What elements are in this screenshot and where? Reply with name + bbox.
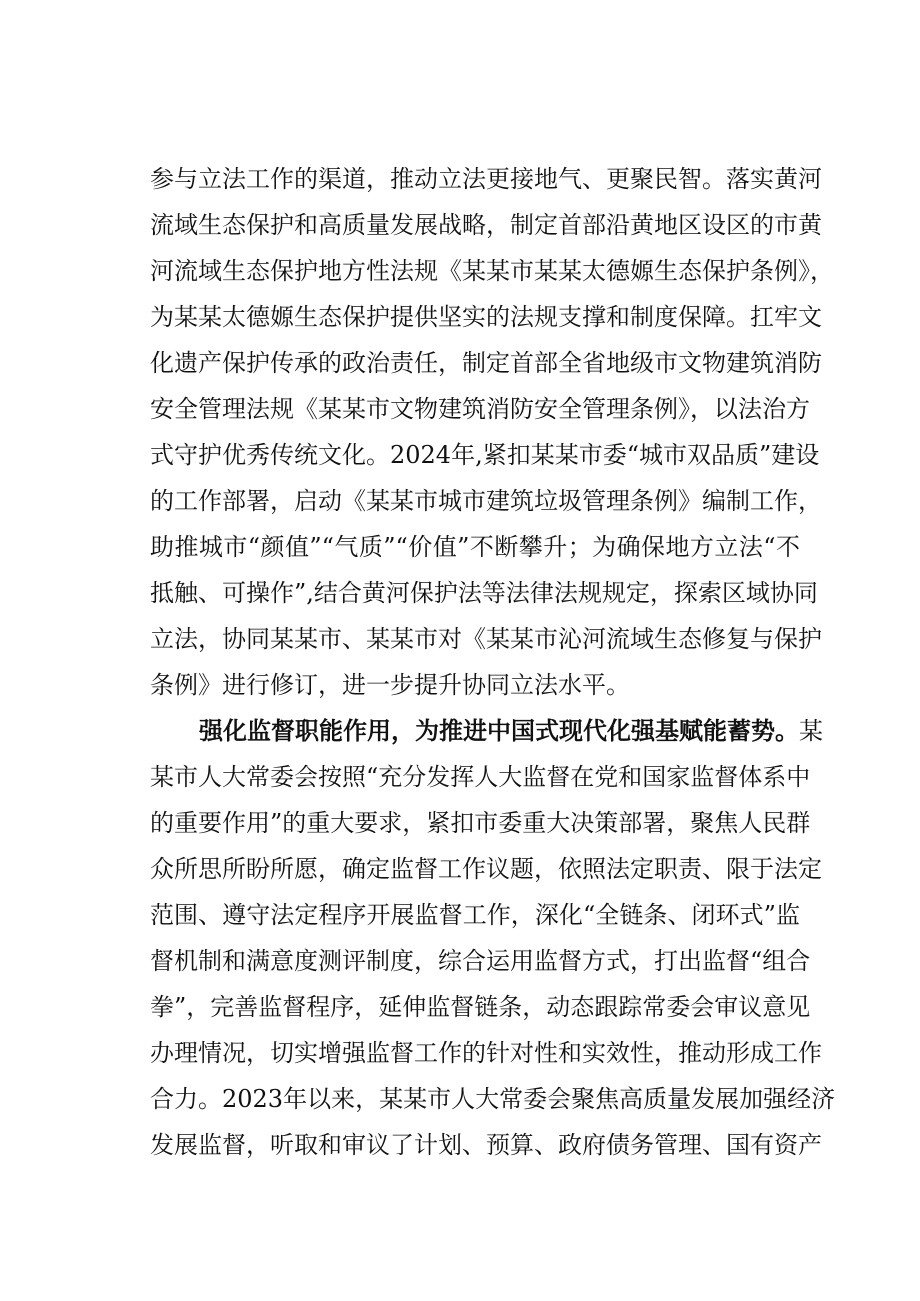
paragraph-1-line-8: 的工作部署，启动《某某市城市建筑垃圾管理条例》编制工作， <box>150 487 822 515</box>
paragraph-1-line-11: 立法，协同某某市、某某市对《某某市沁河流域生态修复与保护 <box>150 625 822 653</box>
paragraph-2-line-6: 督机制和满意度测评制度，综合运用监督方式，打出监督“组合 <box>150 947 811 975</box>
paragraph-2-line-5: 范围、遵守法定程序开展监督工作，深化“全链条、闭环式”监 <box>150 901 800 929</box>
paragraph-2-line-10: 发展监督，听取和审议了计划、预算、政府债务管理、国有资产 <box>150 1131 822 1159</box>
paragraph-2-line-7: 拳”，完善监督程序，延伸监督链条，动态跟踪常委会审议意见 <box>150 993 811 1021</box>
paragraph-1-line-1: 参与立法工作的渠道，推动立法更接地气、更聚民智。落实黄河 <box>150 165 822 193</box>
paragraph-1-line-7: 式守护优秀传统文化。2024年,紧扣某某市委“城市双品质”建设 <box>150 441 820 469</box>
paragraph-2-line-2: 某市人大常委会按照“充分发挥人大监督在党和国家监督体系中 <box>150 763 811 791</box>
paragraph-1-line-10: 抵触、可操作”,结合黄河保护法等法律法规规定，探索区域协同 <box>150 579 818 607</box>
paragraph-2-first-line <box>199 713 823 749</box>
paragraph-2-heading: 强化监督职能作用，为推进中国式现代化强基赋能蓄势。 <box>199 716 799 745</box>
paragraph-1-line-9: 助推城市“颜值”“气质”“价值”不断攀升；为确保地方立法“不 <box>150 533 800 561</box>
paragraph-2-line-9: 合力。2023年以来，某某市人大常委会聚焦高质量发展加强经济 <box>150 1085 836 1113</box>
paragraph-2-line-8: 办理情况，切实增强监督工作的针对性和实效性，推动形成工作 <box>150 1039 822 1067</box>
paragraph-1-line-12: 条例》进行修订，进一步提升协同立法水平。 <box>150 671 630 699</box>
paragraph-1-line-6: 安全管理法规《某某市文物建筑消防安全管理条例》，以法治方 <box>150 395 810 423</box>
paragraph-2-line-4: 众所思所盼所愿，确定监督工作议题，依照法定职责、限于法定 <box>150 855 822 883</box>
paragraph-1-line-2: 流域生态保护和高质量发展战略，制定首部沿黄地区设区的市黄 <box>150 211 822 239</box>
paragraph-2-line-3: 的重要作用”的重大要求，紧扣市委重大决策部署，聚焦人民群 <box>150 809 811 837</box>
paragraph-2-first-line-rest: 某 <box>799 717 823 745</box>
paragraph-1-line-3: 河流域生态保护地方性法规《某某市某某太德嫄生态保护条例》， <box>150 257 834 285</box>
paragraph-1-line-4: 为某某太德嫄生态保护提供坚实的法规支撑和制度保障。扛牢文 <box>150 303 822 331</box>
paragraph-1-line-5: 化遗产保护传承的政治责任，制定首部全省地级市文物建筑消防 <box>150 349 822 377</box>
